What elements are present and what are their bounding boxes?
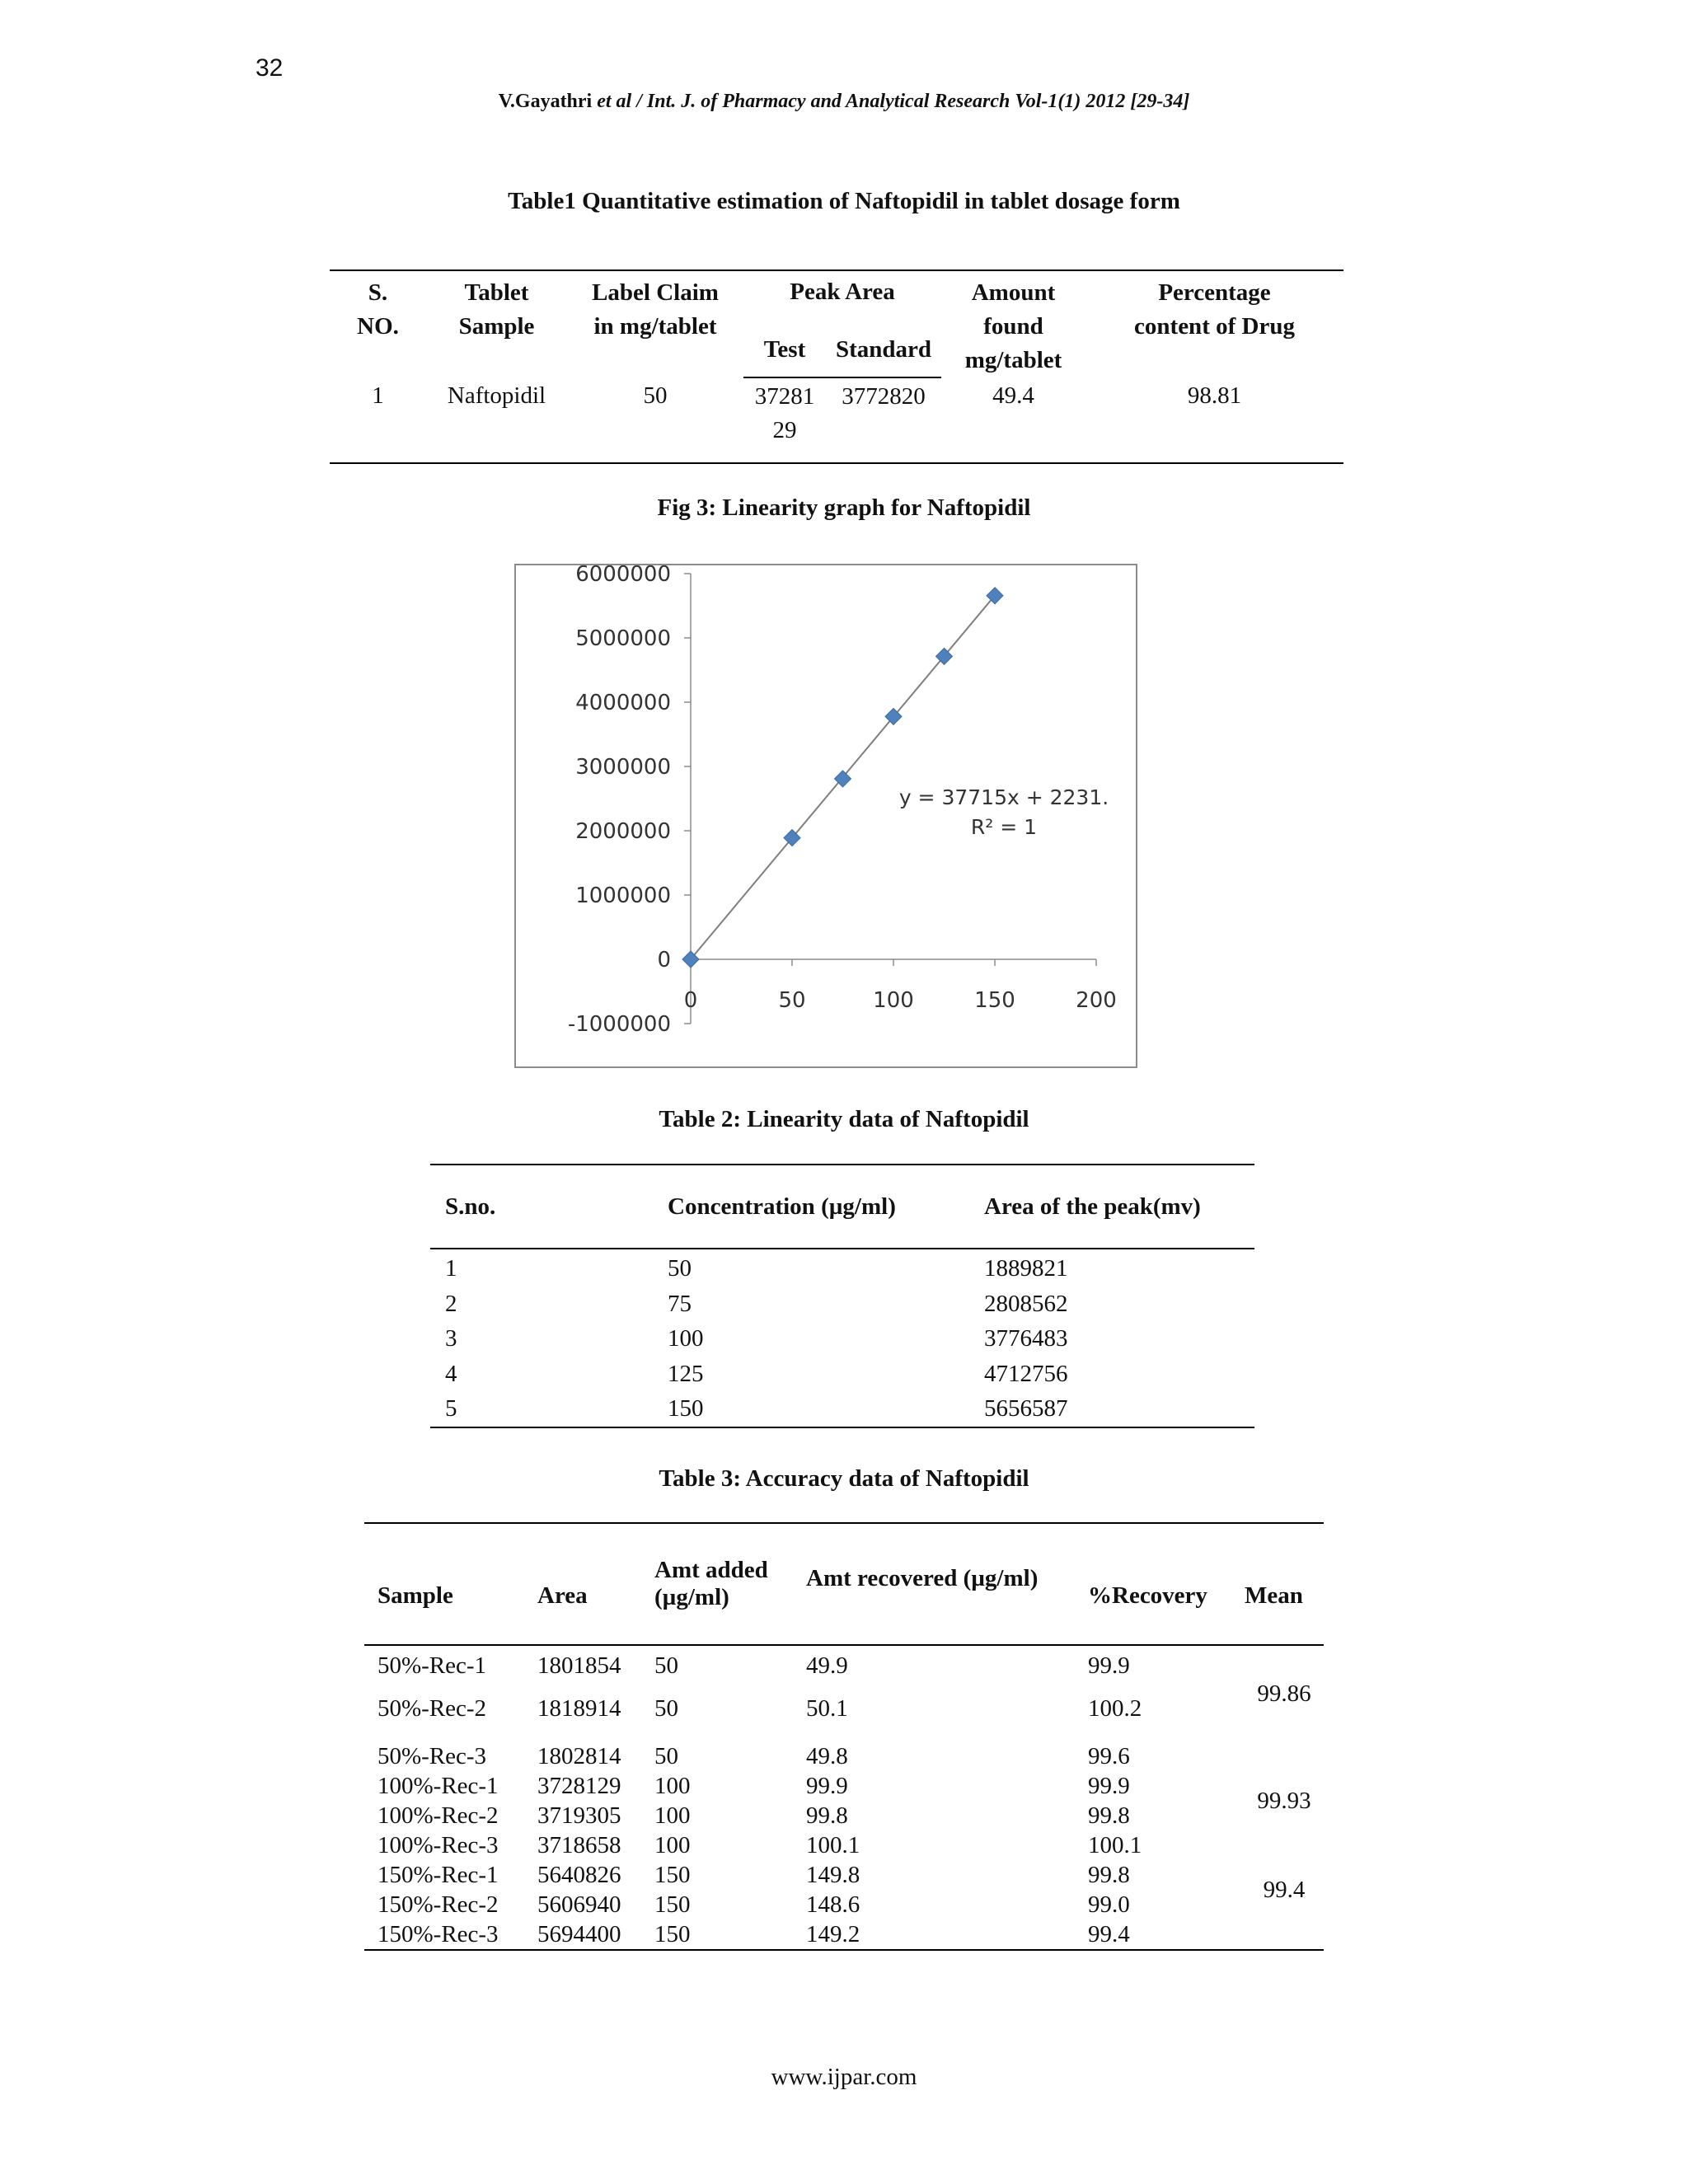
y-tick-label: -1000000	[567, 1012, 671, 1037]
t3-cell: 50%-Rec-2	[377, 1695, 487, 1722]
t3-cell: 3728129	[537, 1773, 621, 1799]
t3-cell: 100.1	[1088, 1832, 1142, 1858]
table1-caption: Table1 Quantitative estimation of Naftopidil in tablet dosage form	[508, 188, 1180, 214]
t3-cell: 49.9	[806, 1652, 848, 1679]
table-row	[364, 1771, 1324, 1801]
t1-header-sample: Tablet Sample	[458, 279, 535, 340]
header-authors: V.Gayathri	[498, 91, 593, 112]
t3-cell: 100	[654, 1832, 691, 1858]
t3-cell: 150	[654, 1891, 691, 1918]
t3-cell: 5606940	[537, 1891, 621, 1918]
page-number: 32	[256, 54, 284, 82]
t3-cell: 50.1	[806, 1695, 848, 1722]
t3-cell: 50%-Rec-1	[377, 1652, 487, 1679]
table-row	[330, 377, 1343, 463]
table-row	[364, 1890, 1324, 1919]
t2-header-concentration: Concentration (µg/ml)	[668, 1165, 984, 1249]
t2-header-area: Area of the peak(mv)	[984, 1165, 1254, 1249]
t3-cell: 99.0	[1088, 1891, 1130, 1918]
x-tick-label: 0	[683, 988, 698, 1013]
table-row	[364, 1680, 1324, 1736]
t2-cell: 2	[445, 1290, 457, 1317]
table-row	[364, 1830, 1324, 1860]
t3-cell: 3719305	[537, 1802, 621, 1829]
y-tick-label: 2000000	[575, 819, 671, 844]
t2-cell: 3	[445, 1325, 457, 1352]
t3-cell: 100.2	[1088, 1695, 1142, 1722]
t3-empty-cell	[1245, 1919, 1324, 1950]
t3-cell: 99.9	[1088, 1652, 1130, 1679]
t3-cell: 1801854	[537, 1652, 621, 1679]
table-row	[430, 1391, 1254, 1427]
t3-mean-150: 99.4	[1263, 1877, 1306, 1903]
table-row	[364, 1645, 1324, 1680]
t2-cell: 125	[668, 1360, 704, 1387]
table-row	[364, 1919, 1324, 1950]
header-journal: / Int. J. of Pharmacy and Analytical Research Vol-1(1) 2012 [29-34]	[636, 91, 1190, 112]
t2-cell: 50	[668, 1255, 692, 1282]
footer-url: www.ijpar.com	[771, 2064, 917, 2090]
t3-header-sample: Sample	[364, 1523, 537, 1645]
t3-cell: 1818914	[537, 1695, 621, 1722]
t2-cell: 5656587	[984, 1395, 1068, 1422]
t3-cell: 3718658	[537, 1832, 621, 1858]
t1-header-peak-area: Peak Area	[790, 279, 895, 305]
t3-header-recovered: Amt recovered (µg/ml)	[806, 1523, 1088, 1645]
r-squared-label: R² = 1	[970, 815, 1038, 839]
t2-cell: 75	[668, 1290, 692, 1317]
t3-cell: 149.8	[806, 1862, 860, 1888]
t3-mean-50: 99.86	[1257, 1680, 1311, 1707]
t3-cell: 99.8	[1088, 1802, 1130, 1829]
figure-caption: Fig 3: Linearity graph for Naftopidil	[657, 494, 1031, 521]
table3	[364, 1522, 1324, 1951]
table3-caption: Table 3: Accuracy data of Naftopidil	[659, 1465, 1029, 1492]
t1-header-percentage: Percentage content of Drug	[1134, 279, 1295, 340]
t1-header-claim: Label Claim in mg/tablet	[592, 279, 719, 340]
running-header	[0, 91, 1688, 113]
t1-cell-claim: 50	[643, 382, 668, 409]
table2	[430, 1164, 1254, 1428]
t3-cell: 150%-Rec-1	[377, 1862, 499, 1888]
t3-cell: 149.2	[806, 1921, 860, 1947]
t3-header-mean: Mean	[1245, 1523, 1324, 1645]
t3-mean-100: 99.93	[1257, 1788, 1311, 1814]
t2-header-sno: S.no.	[430, 1165, 668, 1249]
t3-cell: 99.8	[806, 1802, 848, 1829]
t3-cell: 99.4	[1088, 1921, 1130, 1947]
t3-header-recovery: %Recovery	[1088, 1523, 1245, 1645]
linearity-chart	[514, 564, 1137, 1068]
t3-cell: 5694400	[537, 1921, 621, 1947]
x-tick-label: 100	[873, 988, 914, 1013]
table-row	[430, 1286, 1254, 1322]
y-tick-label: 5000000	[575, 626, 671, 651]
x-tick-label: 150	[974, 988, 1015, 1013]
t3-cell: 99.8	[1088, 1862, 1130, 1888]
t3-empty-cell	[1245, 1830, 1324, 1860]
t1-header-amount: Amount found mg/tablet	[964, 279, 1062, 373]
t3-cell: 100	[654, 1802, 691, 1829]
x-tick-label: 50	[778, 988, 806, 1013]
t3-cell: 49.8	[806, 1743, 848, 1769]
t3-header-area: Area	[537, 1523, 654, 1645]
y-tick-label: 6000000	[575, 565, 671, 587]
t1-cell-amount: 49.4	[992, 382, 1034, 409]
t3-cell: 99.9	[1088, 1773, 1130, 1799]
t1-header-sno: S. NO.	[357, 279, 399, 340]
table-row	[364, 1860, 1324, 1890]
y-tick-label: 4000000	[575, 691, 671, 715]
t1-cell-percentage: 98.81	[1187, 382, 1242, 409]
t1-cell-sample: Naftopidil	[447, 382, 546, 409]
t2-cell: 3776483	[984, 1325, 1068, 1352]
y-tick-label: 1000000	[575, 883, 671, 908]
t3-cell: 50	[654, 1695, 678, 1722]
t3-cell: 5640826	[537, 1862, 621, 1888]
t3-cell: 50%-Rec-3	[377, 1743, 487, 1769]
t3-cell: 100	[654, 1773, 691, 1799]
t3-cell: 99.6	[1088, 1743, 1130, 1769]
t3-empty-cell	[1245, 1736, 1324, 1771]
y-tick-label: 0	[657, 948, 671, 972]
table-row	[430, 1249, 1254, 1286]
t2-cell: 5	[445, 1395, 457, 1422]
t3-cell: 150	[654, 1862, 691, 1888]
t3-cell: 99.9	[806, 1773, 848, 1799]
t1-header-standard: Standard	[826, 321, 941, 377]
chart-svg	[516, 565, 1136, 1066]
t3-cell: 100.1	[806, 1832, 860, 1858]
t2-cell: 2808562	[984, 1290, 1068, 1317]
t3-cell: 1802814	[537, 1743, 621, 1769]
t1-cell-standard: 3772820	[842, 383, 926, 410]
t1-cell-sno: 1	[372, 382, 384, 409]
t3-cell: 50	[654, 1652, 678, 1679]
table-row	[430, 1321, 1254, 1357]
x-tick-label: 200	[1076, 988, 1117, 1013]
t2-cell: 4	[445, 1360, 457, 1387]
t1-header-test: Test	[743, 321, 826, 377]
t2-cell: 4712756	[984, 1360, 1068, 1387]
t2-cell: 1889821	[984, 1255, 1068, 1282]
trendline-equation: y = 37715x + 2231.	[898, 785, 1109, 809]
t3-cell: 50	[654, 1743, 678, 1769]
table-row	[430, 1357, 1254, 1392]
t1-cell-test: 37281 29	[754, 383, 815, 443]
t3-cell: 100%-Rec-1	[377, 1773, 499, 1799]
table1	[330, 269, 1343, 464]
t3-cell: 150%-Rec-2	[377, 1891, 499, 1918]
table-row	[364, 1801, 1324, 1830]
table2-caption: Table 2: Linearity data of Naftopidil	[659, 1106, 1029, 1132]
t3-cell: 100%-Rec-3	[377, 1832, 499, 1858]
t3-header-added: Amt added (µg/ml)	[654, 1523, 806, 1645]
t2-cell: 150	[668, 1395, 704, 1422]
t3-cell: 100%-Rec-2	[377, 1802, 499, 1829]
t3-cell: 150	[654, 1921, 691, 1947]
y-tick-label: 3000000	[575, 755, 671, 780]
t3-cell: 148.6	[806, 1891, 860, 1918]
t2-cell: 100	[668, 1325, 704, 1352]
t2-cell: 1	[445, 1255, 457, 1282]
table-row	[364, 1736, 1324, 1771]
t3-cell: 150%-Rec-3	[377, 1921, 499, 1947]
header-etal: et al	[597, 91, 632, 112]
